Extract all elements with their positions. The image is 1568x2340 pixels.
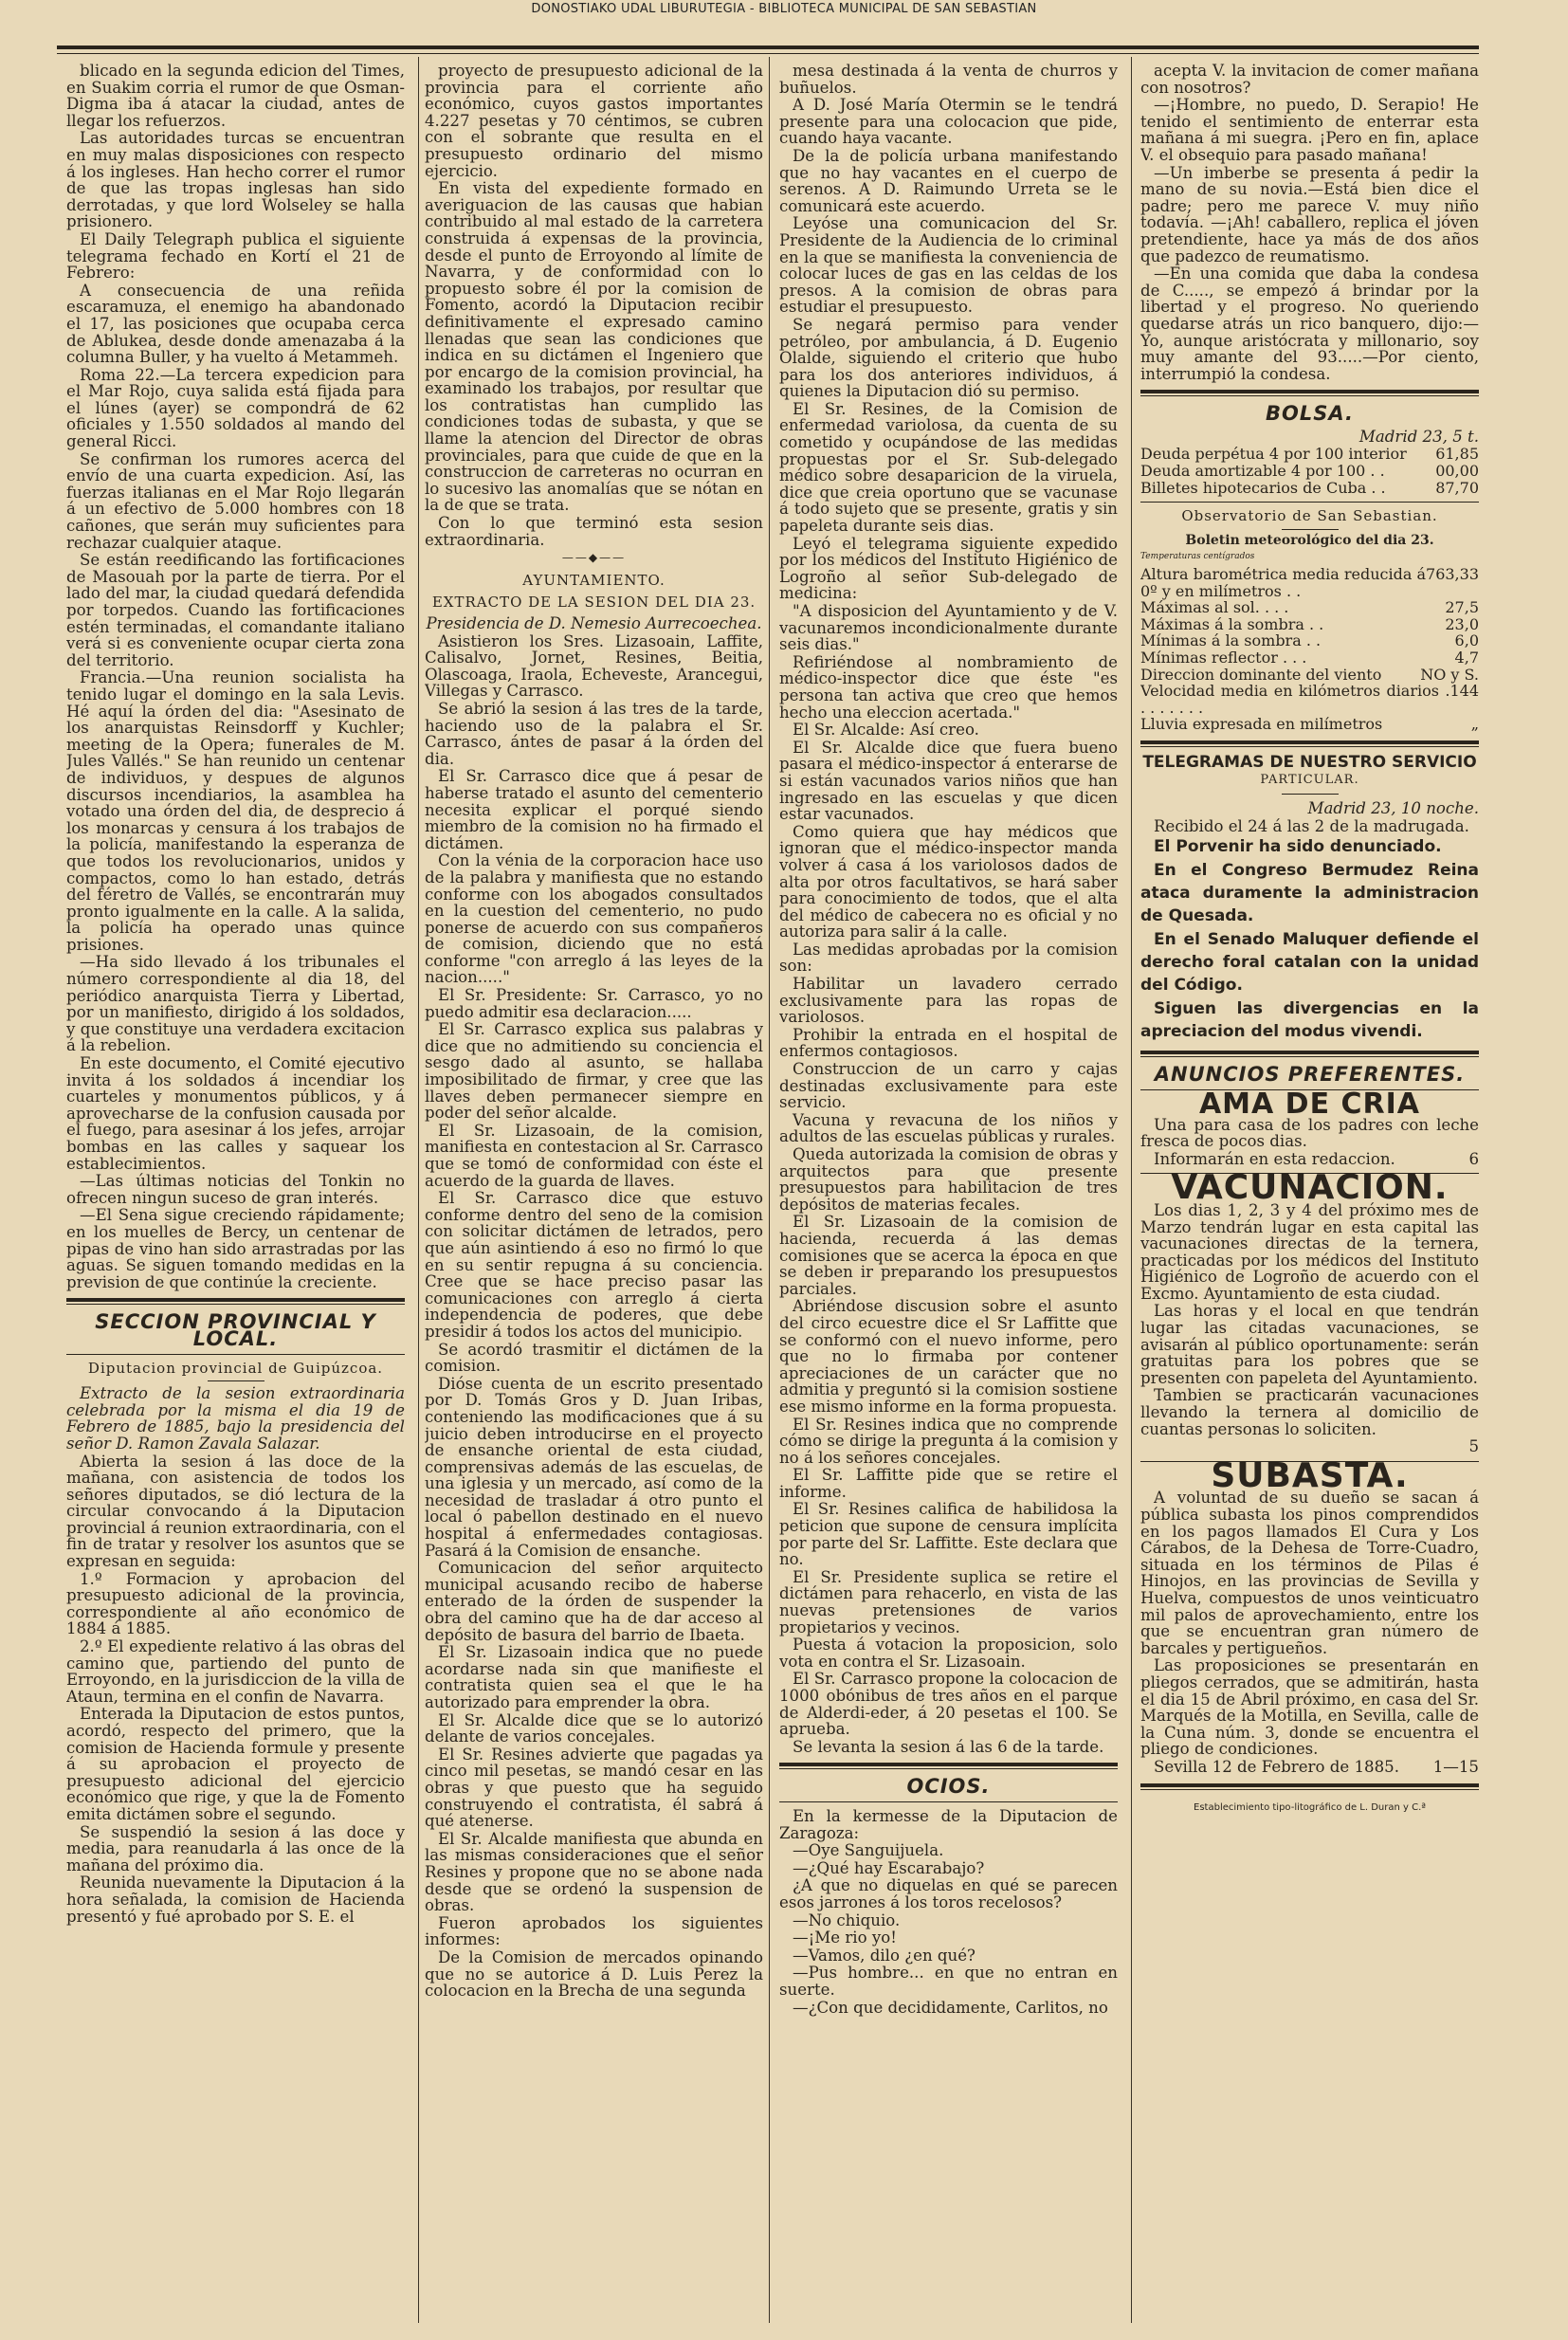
article-paragraph: —Ha sido llevado á los tribunales el número correspondiente al dia 18, del periódico anarquista Tierra y Libertad, por un manifiesto, dirigido á los soldados, y que constituye una verdadera excitacion á la rebelion. xyxy=(66,953,405,1055)
section-title: SECCION PROVINCIAL Y LOCAL. xyxy=(95,1310,376,1350)
ocios-line: —¡Me rio yo! xyxy=(793,1929,897,1947)
extract-note: Extracto de la sesion extraordinaria celebrada por la misma el dia 19 de Febrero de 1885, bajo la presidencia del señor D. Ramon Zavala Salazar. xyxy=(66,1384,405,1453)
telegramas-received: Recibido el 24 á las 2 de la madrugada. xyxy=(1154,816,1469,835)
weather-row-label: Máximas á la sombra . . xyxy=(1140,614,1324,633)
weather-row xyxy=(1140,667,1479,684)
ama-de-cria-text: Una para casa de los padres con leche fresca de pocos dias. xyxy=(1140,1115,1479,1151)
article-paragraph: De la de policía urbana manifestando que no hay vacantes en el cuerpo de serenos. A D. Raimundo Urreta se le comunicará este acuerdo. xyxy=(779,146,1118,215)
temperature-group-label: Temperaturas centígrados xyxy=(1140,552,1255,562)
article-paragraph: Leyó el telegrama siguiente expedido por los médicos del Instituto Higiénico de Logroño al señor Sub-delegado de medicina: xyxy=(779,534,1118,603)
vacunacion-title: VACUNACION. xyxy=(1171,1168,1449,1208)
weather-row-value: 27,5 xyxy=(1445,598,1479,617)
newspaper-body xyxy=(66,63,1479,2319)
article-paragraph: —El Sena sigue creciendo rápidamente; en los muelles de Bercy, un centenar de pipas de vino han sido arrastradas por las aguas. Se siguen tomando medidas en la prevision de que continúe la creciente. xyxy=(66,1206,405,1291)
weather-row-label: Lluvia expresada en milímetros xyxy=(1140,715,1383,734)
weather-row-label: Máximas al sol. . . . xyxy=(1140,598,1289,617)
article-paragraph: El Sr. Alcalde manifiesta que abunda en las mismas consideraciones que el señor Resines y propone que no se abone nada desde que se ordenó la suspension de obras. xyxy=(425,1829,763,1915)
article-paragraph: 2.º El expediente relativo á las obras del camino que, partiendo del punto de Erroyondo, en la jurisdiccion de la villa de Ataun, termina en el confin de Navarra. xyxy=(66,1637,405,1706)
article-paragraph: Francia.—Una reunion socialista ha tenido lugar el domingo en la sala Levis. Hé aquí la órden del dia: "Asesinato de los anarquistas Reinsdorff y Kuchler; meeting de la Opera; funerales de M. Jules Vallés." Se han reunido un centenar de individuos, y despues de algunos discursos incendiarios, la asamblea ha votado una órden del dia, de desprecio á los monarcas y censura á los trabajos de la policía, manifestando la esperanza de que todos los revolucionarios, unidos y compactos, como lo han estado, detrás del féretro de Vallés, se encontrarán muy pronto igualmente en la calle. A la salida, la policía ha operado unas quince prisiones. xyxy=(66,668,405,954)
ocios-line: —Vamos, dilo ¿en qué? xyxy=(793,1946,975,1965)
telegram-item: En el Congreso Bermudez Reina ataca duramente la administracion de Quesada. xyxy=(1140,861,1479,926)
top-thin-rule xyxy=(57,53,1479,54)
diputacion-title: Diputacion provincial de Guipúzcoa. xyxy=(87,1359,384,1377)
article-paragraph: Vacuna y revacuna de los niños y adultos de las escuelas públicas y rurales. xyxy=(779,1110,1118,1146)
divider xyxy=(208,1380,264,1381)
article-paragraph: Leyóse una comunicacion del Sr. Presidente de la Audiencia de lo criminal en la que se manifiesta la conveniencia de colocar luces de gas en las celdas de los presos. A la comision de obras para estudiar el presupuesto. xyxy=(779,214,1118,317)
vacunacion-number: 5 xyxy=(1468,1437,1479,1456)
bolsa-date: Madrid 23, 5 t. xyxy=(1358,427,1479,446)
anecdote-paragraph: —¡Hombre, no puedo, D. Serapio! He tenido el sentimiento de enterrar esta mañana á mi suegra. ¡Pero en fin, aplace V. el obsequio para pasado mañana! xyxy=(1140,96,1479,164)
vacunacion-text: Los dias 1, 2, 3 y 4 del próximo mes de Marzo tendrán lugar en esta capital las vacunaciones directas de la ternera, practicadas por los médicos del Instituto Higiénico de Logroño de acuerdo con el Excmo. Ayuntamiento de esta ciudad. xyxy=(1140,1200,1479,1303)
section-rule xyxy=(1140,740,1479,747)
telegramas-date: Madrid 23, 10 noche. xyxy=(1307,799,1479,818)
article-paragraph: proyecto de presupuesto adicional de la provincia para el corriente año económico, cuyos gastos importantes 4.227 pesetas y 70 céntimos, se cubren con el sobrante que resulta en el presupuesto ordinario del mismo ejercicio. xyxy=(425,63,763,180)
section-rule xyxy=(779,1763,1118,1769)
article-paragraph: Asistieron los Sres. Lizasoain, Laffite, Calisalvo, Jornet, Resines, Beitia, Olascoaga, Iraola, Echeveste, Arancegui, Villegas y Carrasco. xyxy=(425,631,763,701)
ocios-line: —¿Con que decididamente, Carlitos, no xyxy=(793,1998,1108,2017)
ocios-line: En la kermesse de la Diputacion de Zaragoza: xyxy=(779,1806,1118,1842)
ocios-line: —¿Qué hay Escarabajo? xyxy=(793,1858,985,1877)
article-paragraph: El Sr. Carrasco propone la colocacion de 1000 obónibus de tres años en el parque de Alderdi-eder, á 20 pesetas el 100. Se aprueba. xyxy=(779,1670,1118,1739)
subasta-date: Sevilla 12 de Febrero de 1885. xyxy=(1154,1757,1399,1776)
bolsa-row-value: 87,70 xyxy=(1435,478,1479,497)
ama-de-cria-info: Informarán en esta redaccion. xyxy=(1154,1149,1395,1168)
bolsa-title: BOLSA. xyxy=(1266,402,1354,426)
telegram-item: Siguen las divergencias en la apreciacion del modus vivendi. xyxy=(1140,999,1479,1042)
divider xyxy=(779,1801,1118,1802)
article-paragraph: El Sr. Presidente: Sr. Carrasco, yo no puedo admitir esa declaracion..... xyxy=(425,986,763,1021)
telegram-item: En el Senado Maluquer defiende el derecho foral catalan con la unidad del Código. xyxy=(1140,930,1479,996)
observatorio-title: Observatorio de San Sebastian. xyxy=(1181,507,1438,525)
article-paragraph: "A disposicion del Ayuntamiento y de V. vacunaremos incondicionalmente durante seis dias." xyxy=(779,602,1118,654)
weather-row xyxy=(1140,616,1479,633)
weather-row xyxy=(1140,683,1479,716)
article-paragraph: —Las últimas noticias del Tonkin no ofrecen ningun suceso de gran interés. xyxy=(66,1172,405,1207)
ayuntamiento-subtitle: EXTRACTO DE LA SESION DEL DIA 23. xyxy=(431,594,757,612)
article-paragraph: Refiriéndose al nombramiento de médico-inspector dice que éste "es persona tan activa que creo que hemos hecho una eleccion acertada." xyxy=(779,652,1118,722)
ocios-line: ¿A que no diquelas en qué se parecen esos jarrones á los toros recelosos? xyxy=(779,1876,1118,1911)
weather-row-label: Mínimas reflector . . . xyxy=(1140,649,1307,667)
column-3 xyxy=(779,63,1118,2319)
article-paragraph: Prohibir la entrada en el hospital de enfermos contagiosos. xyxy=(779,1025,1118,1061)
article-paragraph: El Sr. Resines advierte que pagadas ya cinco mil pesetas, se mandó cesar en las obras y que puesto que ha seguido construyendo el contratista, él sabrá á qué atenerse. xyxy=(425,1745,763,1831)
article-paragraph: Como quiera que hay médicos que ignoran que el médico-inspector manda volver á casa á los variolosos dados de alta por otros facultativos, se hará saber para conocimiento de todos, que el alta del médico de cabecera no es oficial y no autoriza para salir á la calle. xyxy=(779,822,1118,941)
ocios-line: —Oye Sanguijuela. xyxy=(793,1841,944,1860)
column-2 xyxy=(425,63,763,2319)
archive-banner: DONOSTIAKO UDAL LIBURUTEGIA - BIBLIOTECA MUNICIPAL DE SAN SEBASTIAN xyxy=(531,2,1037,16)
article-paragraph: Abriéndose discusion sobre el asunto del circo ecuestre dice el Sr Laffitte que se conformó con el nuevo informe, pero que no lo firmaba por contener apreciaciones de un carácter que no admitia y preguntó si la comision sostiene ese mismo informe en la forma propuesta. xyxy=(779,1297,1118,1416)
article-paragraph: El Sr. Lizasoain de la comision de hacienda, recuerda á las demas comisiones que se acerca la época en que se deben ir preparando los presupuestos parciales. xyxy=(779,1213,1118,1298)
article-paragraph: El Sr. Alcalde dice que fuera bueno pasara el médico-inspector á enterarse de si están vacunados varios niños que han ingresado en las escuelas y que dicen estar vacunados. xyxy=(779,738,1118,824)
article-paragraph: El Sr. Resines, de la Comision de enfermedad variolosa, da cuenta de su cometido y ocupándose de las medidas propuestas por el Sr. Sub-delegado médico sobre desaparicion de la viruela, dice que creia oportuno que se vacunase á todo sujeto que se presente, gratis y sin papeleta durante seis dias. xyxy=(779,399,1118,536)
section-rule xyxy=(1140,1783,1479,1790)
anecdote-paragraph: —En una comida que daba la condesa de C....., se empezó á brindar por la libertad y el progreso. No queriendo quedarse atrás un rico banquero, dijo:—Yo, aunque aristócrata y millonario, soy muy amante del 93.....—Por ciento, interrumpió la condesa. xyxy=(1140,265,1479,383)
telegramas-title: TELEGRAMAS DE NUESTRO SERVICIO xyxy=(1142,752,1477,772)
section-rule xyxy=(1140,1051,1479,1057)
subasta-text: A voluntad de su dueño se sacan á pública subasta los pinos comprendidos en los pagos llamados El Cura y Los Cárabos, de la Dehesa de Torre-Cuadro, situada en los términos de Pilas é Hinojos, en las provincias de Sevilla y Huelva, compuestos de unos veinticuatro mil palos de aprovechamiento, entre los que se encuentran gran número de barcales y pertigueños. xyxy=(1140,1489,1479,1657)
article-paragraph: El Daily Telegraph publica el siguiente telegrama fechado en Kortí el 21 de Febrero: xyxy=(66,229,405,283)
article-paragraph: mesa destinada á la venta de churros y buñuelos. xyxy=(779,63,1118,97)
ayuntamiento-presidency: Presidencia de D. Nemesio Aurrecoechea. xyxy=(426,614,762,632)
weather-row-value: 4,7 xyxy=(1454,649,1479,667)
weather-row-label: Direccion dominante del viento xyxy=(1140,665,1382,684)
weather-row xyxy=(1140,716,1479,733)
article-paragraph: Se levanta la sesion á las 6 de la tarde. xyxy=(793,1737,1104,1756)
article-paragraph: Fueron aprobados los siguientes informes: xyxy=(425,1913,763,1949)
article-paragraph: Se suspendió la sesion á las doce y media, para reanudarla á las once de la mañana del próximo dia. xyxy=(66,1822,405,1874)
article-paragraph: El Sr. Resines califica de habilidosa la peticion que supone de censura implícita por parte del Sr. Laffitte. Este declara que no. xyxy=(779,1500,1118,1569)
divider xyxy=(1282,794,1339,795)
article-paragraph: De la Comision de mercados opinando que no se autorice á D. Luis Perez la colocacion en la Brecha de una segunda xyxy=(425,1947,763,2001)
bolsa-row-value: 00,00 xyxy=(1435,462,1479,481)
ornament-divider: ——◆—— xyxy=(561,551,627,565)
article-paragraph: Dióse cuenta de un escrito presentado por D. Tomás Gros y D. Juan Iribas, conteniendo las modificaciones que á su juicio deben introducirse en el proyecto de ensanche oriental de esta ciudad, comprensivas además de las escuelas, de una iglesia y un mercado, así como de la necesidad de trasladar á otro punto el local ó pabellon destinado en el nuevo hospital á enfermedades contagiosas. Pasará á la Comision de ensanche. xyxy=(425,1374,763,1560)
weather-row-value: 6,0 xyxy=(1454,631,1479,650)
weather-row-label: Altura barométrica media reducida á 0º y en milímetros . . xyxy=(1140,565,1427,600)
ama-de-cria-number: 6 xyxy=(1468,1149,1479,1168)
section-rule xyxy=(1140,390,1479,396)
bolsa-row-label: Deuda amortizable 4 por 100 . . xyxy=(1140,462,1385,481)
bolsa-row-value: 61,85 xyxy=(1435,445,1479,464)
article-paragraph: Comunicacion del señor arquitecto municipal acusando recibo de haberse enterado de la órden de suspender la obra del camino que ha de dar acceso al depósito de basura del barrio de Ibaeta. xyxy=(425,1559,763,1644)
article-paragraph: El Sr. Resines indica que no comprende cómo se dirige la pregunta á la comision y no á los señores concejales. xyxy=(779,1415,1118,1467)
article-paragraph: Construccion de un carro y cajas destinadas exclusivamente para este servicio. xyxy=(779,1060,1118,1112)
column-1 xyxy=(66,63,405,2319)
ocios-line: —Pus hombre... en que no entran en suerte. xyxy=(779,1964,1118,1999)
article-paragraph: Se negará permiso para vender petróleo, por ambulancia, á D. Eugenio Olalde, siguiendo el criterio que hubo para los dos anteriores individuos, á quienes la Diputacion dió su permiso. xyxy=(779,315,1118,401)
article-paragraph: Habilitar un lavadero cerrado exclusivamente para las ropas de variolosos. xyxy=(779,975,1118,1027)
vacunacion-text-3: Tambien se practicarán vacunaciones llevando la ternera al domicilio de cuantas personas lo soliciten. xyxy=(1140,1386,1479,1438)
article-paragraph: Con lo que terminó esta sesion extraordinaria. xyxy=(425,514,763,549)
weather-row-value: 763,33 xyxy=(1426,565,1479,584)
article-paragraph: Se abrió la sesion á las tres de la tarde, haciendo uso de la palabra el Sr. Carrasco, ántes de pasar á la órden del dia. xyxy=(425,699,763,768)
bolsa-row xyxy=(1140,480,1479,497)
anecdote-paragraph: acepta V. la invitacion de comer mañana con nosotros? xyxy=(1140,63,1479,97)
weather-row-label: Velocidad media en kilómetros diarios . . . . . . . . xyxy=(1140,682,1450,717)
printer-imprint: Establecimiento tipo-litográfico de L. Duran y C.ª xyxy=(1194,1801,1426,1813)
ocios-title: OCIOS. xyxy=(906,1775,991,1799)
telegramas-subtitle: PARTICULAR. xyxy=(1260,772,1359,787)
article-paragraph: El Sr. Laffitte pide que se retire el informe. xyxy=(779,1466,1118,1501)
article-paragraph: A consecuencia de una reñida escaramuza, el enemigo ha abandonado el 17, las posiciones que ocupaba cerca de Ablukea, desde donde amenazaba á la columna Buller, y ha vuelto á Metammeh. xyxy=(66,281,405,367)
observatorio-subtitle: Boletin meteorológico del dia 23. xyxy=(1185,532,1434,548)
anecdote-paragraph: —Un imberbe se presenta á pedir la mano de su novia.—Está bien dice el padre; pero me parece V. muy niño todavía. —¡Ah! caballero, replica el jóven pretendiente, hace ya más de dos años que padezco de reumatismo. xyxy=(1140,163,1479,265)
ocios-line: —No chiquio. xyxy=(793,1910,901,1929)
article-paragraph: Las medidas aprobadas por la comision son: xyxy=(779,940,1118,976)
article-paragraph: El Sr. Carrasco dice que estuvo conforme dentro del seno de la comision con solicitar dictámen de letrados, pero que aún asintiendo á eso no firmó lo que en su sentir repugna á su conciencia. Cree que se hace preciso pasar las comunicaciones con arreglo á cierta independencia de poderes, que debe presidir á todos los actos del municipio. xyxy=(425,1189,763,1341)
article-paragraph: Reunida nuevamente la Diputacion á la hora señalada, la comision de Hacienda presentó y fué aprobado por S. E. el xyxy=(66,1874,405,1926)
subasta-title: SUBASTA. xyxy=(1211,1455,1409,1495)
vacunacion-text-2: Las horas y el local en que tendrán lugar las citadas vacunaciones, se avisarán al público oportunamente: serán gratuitas para los pobres que se presenten con papeleta del Ayuntamiento. xyxy=(1140,1302,1479,1387)
article-paragraph: Se están reedificando las fortificaciones de Masouah por la parte de tierra. Por el lado del mar, la ciudad quedará defendida por torpedos. Cuando las fortificaciones estén terminadas, el comandante italiano verá si es conveniente ocupar cierta zona del territorio. xyxy=(66,551,405,669)
divider xyxy=(1282,529,1339,530)
bolsa-row xyxy=(1140,446,1479,463)
article-paragraph: El Sr. Lizasoain, de la comision, manifiesta en contestacion al Sr. Carrasco que se tomó de conformidad con éste el acuerdo de la guarda de llaves. xyxy=(425,1121,763,1190)
section-rule xyxy=(66,1298,405,1305)
article-paragraph: En vista del expediente formado en averiguacion de las causas que habian contribuido al mal estado de la carretera construida á expensas de la provincia, desde el punto de Erroyondo al límite de Navarra, y de conformidad con lo propuesto sobre él por la comision de Fomento, acordó la Diputacion recibir definitivamente el expresado camino llenadas que sean las condiciones que indica en su dictámen el Ingeniero que por encargo de la comision provincial, ha examinado los trabajos, por resultar que los contratistas han cumplido las condiciones todas de subasta, y que se llame la atencion del Director de obras provinciales, para que cuide de que en la construccion de carreteras no ocurran en lo sucesivo las anomalías que se nótan en la de que se trata. xyxy=(425,179,763,515)
weather-row xyxy=(1140,632,1479,649)
ayuntamiento-title: AYUNTAMIENTO. xyxy=(522,571,665,589)
article-paragraph: Enterada la Diputacion de estos puntos, acordó, respecto del primero, que la comision de Hacienda formule y presente á su aprobacion el proyecto de presupuesto adicional del ejercicio económico que rige, y que la de Fomento emita dictámen sobre el segundo. xyxy=(66,1705,405,1823)
article-paragraph: Se confirman los rumores acerca del envío de una cuarta expedicion. Así, las fuerzas italianas en el Mar Rojo llegarán á un efectivo de 5.000 hombres con 18 cañones, que serán muy suficientes para rechazar cualquier ataque. xyxy=(66,449,405,552)
article-paragraph: El Sr. Alcalde: Así creo. xyxy=(793,721,979,740)
bolsa-row xyxy=(1140,463,1479,480)
article-paragraph: Abierta la sesion á las doce de la mañana, con asistencia de todos los señores diputados, se dió lectura de la circular convocando á la Diputacion provincial á reunion extraordinaria, con el fin de tratar y resolver los asuntos que se expresan en seguida: xyxy=(66,1452,405,1571)
weather-row-value: NO y S. xyxy=(1420,665,1479,684)
article-paragraph: El Sr. Alcalde dice que se lo autorizó delante de varios concejales. xyxy=(425,1710,763,1746)
anuncios-title: ANUNCIOS PREFERENTES. xyxy=(1154,1063,1466,1087)
divider xyxy=(66,1354,405,1355)
article-paragraph: Las autoridades turcas se encuentran en muy malas disposiciones con respecto á los ingleses. Han hecho correr el rumor de que las tropas inglesas han sido derrotadas, y que lord Wolseley se halla prisionero. xyxy=(66,129,405,231)
article-paragraph: Roma 22.—La tercera expedicion para el Mar Rojo, cuya salida está fijada para el lúnes (ayer) se compondrá de 62 oficiales y 1.550 soldados al mando del general Ricci. xyxy=(66,365,405,451)
article-paragraph: 1.º Formacion y aprobacion del presupuesto adicional de la provincia, correspondiente al año económico de 1884 á 1885. xyxy=(66,1569,405,1638)
subasta-number: 1—15 xyxy=(1432,1757,1479,1776)
article-paragraph: Con la vénia de la corporacion hace uso de la palabra y manifiesta que no estando conforme con los abogados consultados en la cuestion del cementerio, no pudo ponerse de acuerdo con sus compañeros de comision, diciendo que no está conforme "con arreglo á las leyes de la nacion....." xyxy=(425,851,763,987)
bolsa-row-label: Billetes hipotecarios de Cuba . . xyxy=(1140,478,1386,497)
article-paragraph: El Sr. Presidente suplica se retire el dictámen para rehacerlo, en vista de las nuevas pretensiones de varios propietarios y vecinos. xyxy=(779,1567,1118,1636)
weather-row-value: „ xyxy=(1470,715,1479,734)
weather-row xyxy=(1140,649,1479,667)
column-4 xyxy=(1140,63,1479,2319)
article-paragraph: blicado en la segunda edicion del Times, en Suakim corria el rumor de que Osman-Digma iba á atacar la ciudad, antes de llegar los refuerzos. xyxy=(66,63,405,130)
bolsa-row-label: Deuda perpétua 4 por 100 interior xyxy=(1140,445,1407,464)
article-paragraph: A D. José María Otermin se le tendrá presente para una colocacion que pide, cuando haya vacante. xyxy=(779,96,1118,148)
weather-row-value: 23,0 xyxy=(1445,614,1479,633)
ama-de-cria-title: AMA DE CRIA xyxy=(1198,1087,1421,1121)
article-paragraph: Se acordó trasmitir el dictámen de la comision. xyxy=(425,1340,763,1376)
article-paragraph: El Sr. Lizasoain indica que no puede acordarse nada sin que manifieste el contratista quien sea el que le ha autorizado para emprender la obra. xyxy=(425,1643,763,1711)
weather-row xyxy=(1140,566,1479,599)
weather-row-value: 144 xyxy=(1449,682,1479,701)
article-paragraph: El Sr. Carrasco explica sus palabras y dice que no admitiendo su conciencia el sesgo dado al asunto, se hallaba imposibilitado de firmar, y cree que las llaves deben permanecer siempre en poder del señor alcalde. xyxy=(425,1020,763,1123)
top-thick-rule xyxy=(57,46,1479,49)
article-paragraph: En este documento, el Comité ejecutivo invita á los soldados á incendiar los cuarteles y monumentos públicos, y á aprovecharse de la confusion causada por el fuego, para asesinar á los jefes, arrojar bombas en las calles y saquear los establecimientos. xyxy=(66,1054,405,1173)
divider xyxy=(1140,502,1479,503)
article-paragraph: Queda autorizada la comision de obras y arquitectos para que presente presupuestos para habilitacion de tres depósitos de materias fecales. xyxy=(779,1145,1118,1214)
article-paragraph: Puesta á votacion la proposicion, solo vota en contra el Sr. Lizasoain. xyxy=(779,1636,1118,1671)
subasta-text-2: Las proposiciones se presentarán en pliegos cerrados, que se admitirán, hasta el dia 15 de Abril próximo, en casa del Sr. Marqués de la Motilla, en Sevilla, calle de la Cuna núm. 3, donde se encuentra el pliego de condiciones. xyxy=(1140,1656,1479,1759)
weather-row-label: Mínimas á la sombra . . xyxy=(1140,631,1322,650)
telegram-item: El Porvenir ha sido denunciado. xyxy=(1154,837,1442,857)
weather-row xyxy=(1140,599,1479,616)
article-paragraph: El Sr. Carrasco dice que á pesar de haberse tratado el asunto del cementerio necesita explicar el porqué siendo miembro de la comision no ha firmado el dictámen. xyxy=(425,767,763,852)
